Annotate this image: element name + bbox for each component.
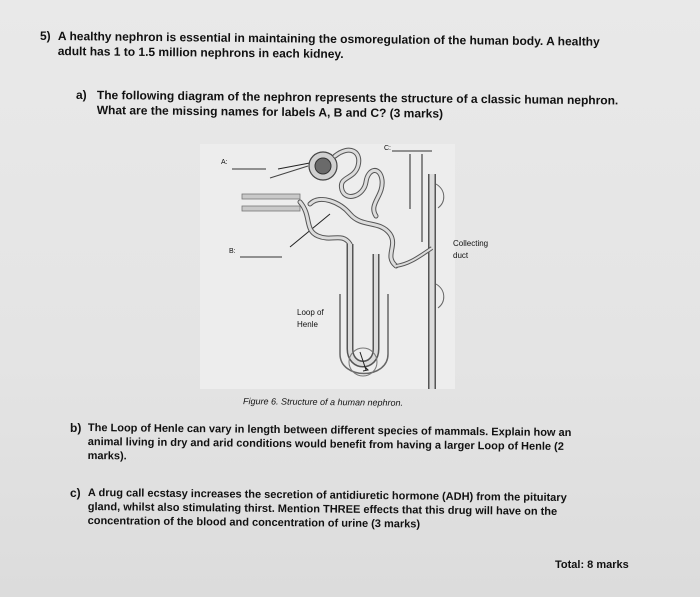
part-b-line-1: The Loop of Henle can vary in length between different species of mammals. Explain how an	[87, 421, 572, 440]
duct-branch-2	[436, 284, 444, 308]
part-c-line-2: gland, whilst also stimulating thirst. Mention THREE effects that this drug will have on the	[87, 500, 558, 518]
part-a-line-2: What are the missing names for labels A, B and C? (3 marks)	[96, 102, 444, 121]
collecting-duct-label-1: Collecting	[453, 239, 489, 248]
loop-of-henle	[350, 244, 376, 364]
glomerulus	[315, 158, 331, 174]
loop-of-henle-label-2: Henle	[297, 320, 318, 329]
part-a-line-1: The following diagram of the nephron represents the structure of a classic human nephron.	[96, 88, 619, 108]
nephron-diagram	[200, 144, 489, 389]
nephron-drawing	[200, 144, 455, 389]
part-b-text	[88, 421, 572, 468]
part-b-number: b)	[70, 421, 82, 435]
part-c-line-1: A drug call ecstasy increases the secretion of antidiuretic hormone (ADH) from the pituitary	[87, 486, 567, 505]
duct-branch-1	[436, 184, 444, 208]
label-b: B:	[229, 248, 236, 255]
part-c-line-3: concentration of the blood and concentration of urine (3 marks)	[87, 514, 421, 531]
question-5-line-1: A healthy nephron is essential in maintaining the osmoregulation of the human body. A healthy	[57, 29, 600, 49]
label-c: C:	[384, 145, 391, 152]
pointer-a-extension	[270, 166, 308, 178]
part-c-number: c)	[70, 486, 81, 500]
part-b-line-2: animal living in dry and arid conditions would benefit from having a larger Loop of Henle (2	[87, 435, 564, 453]
question-5-number: 5)	[40, 29, 51, 43]
loop-of-henle-label-1: Loop of	[297, 308, 324, 317]
question-5-line-2: adult has 1 to 1.5 million nephrons in each kidney.	[57, 43, 344, 61]
collecting-duct-label-2: duct	[453, 251, 469, 260]
figure-caption: Figure 6. Structure of a human nephron.	[242, 396, 404, 408]
question-5-text	[58, 29, 600, 65]
part-a-number: a)	[76, 88, 87, 102]
label-a: A:	[221, 159, 228, 166]
efferent-vessel	[242, 206, 300, 211]
afferent-vessel	[242, 194, 300, 199]
part-c-text	[88, 486, 567, 533]
total-marks: Total: 8 marks	[555, 559, 629, 571]
part-a-text	[97, 88, 619, 123]
part-b-line-3: marks).	[87, 449, 127, 463]
